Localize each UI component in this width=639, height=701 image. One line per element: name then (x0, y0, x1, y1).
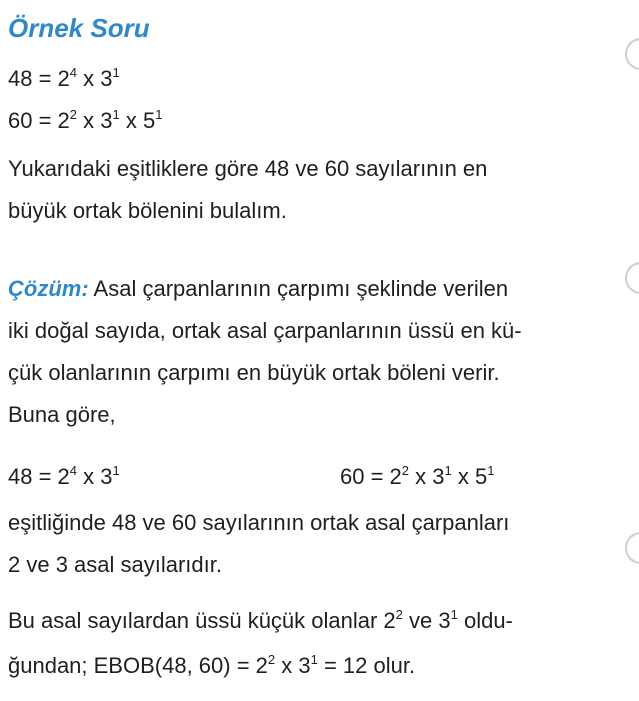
exponent: 1 (112, 65, 120, 80)
exponent: 1 (112, 107, 120, 122)
equation-text: x 5 (119, 108, 156, 133)
exponent: 2 (69, 107, 78, 122)
line-text: ğundan; EBOB(48, 60) = 2 (8, 653, 268, 678)
solution-equation-48 (8, 464, 120, 490)
solution-equation-60 (340, 464, 494, 490)
paragraph-line: eşitliğinde 48 ve 60 sayılarının ortak asal çarpanları (8, 510, 510, 535)
page-edge-circle (625, 532, 639, 564)
exponent: 2 (267, 652, 276, 667)
solution-line: çük olanlarının çarpımı en büyük ortak böleni verir. (8, 360, 500, 385)
question-text-line: Yukarıdaki eşitliklere göre 48 ve 60 sayılarının en (8, 156, 488, 181)
solution-line-text: Asal çarpanlarının çarpımı şeklinde verilen (88, 276, 509, 301)
equation-text: 60 = 2 (8, 108, 70, 133)
page-edge-circle (625, 262, 639, 294)
line-text: x 3 (275, 653, 311, 678)
equation-text: 48 = 2 (8, 66, 70, 91)
solution-line: Buna göre, (8, 402, 116, 427)
exponent: 1 (450, 607, 458, 622)
question-equation-60 (8, 108, 162, 134)
equation-text: 60 = 2 (340, 464, 402, 489)
exponent: 4 (69, 463, 78, 478)
line-text: Bu asal sayılardan üssü küçük olanlar 2 (8, 608, 396, 633)
solution-paragraph (8, 268, 522, 436)
conclusion-paragraph (8, 600, 513, 690)
common-factors-paragraph (8, 502, 509, 586)
question-text-line: büyük ortak bölenini bulalım. (8, 198, 287, 223)
line-text: oldu- (457, 608, 513, 633)
solution-label: Çözüm: (8, 276, 89, 301)
equation-text: x 3 (77, 108, 113, 133)
question-equation-48 (8, 66, 120, 92)
equation-text: x 3 (77, 66, 113, 91)
exponent: 2 (395, 607, 403, 622)
equation-text: x 5 (451, 464, 488, 489)
exponent: 1 (155, 107, 163, 122)
exponent: 1 (112, 463, 120, 478)
equation-text: 48 = 2 (8, 464, 70, 489)
solution-line: iki doğal sayıda, ortak asal çarpanlarının üssü en kü- (8, 318, 522, 343)
exponent: 2 (401, 463, 410, 478)
exponent: 1 (487, 463, 495, 478)
exponent: 1 (310, 652, 318, 667)
page-edge-circle (625, 38, 639, 70)
conclusion-line (8, 600, 513, 645)
line-text: = 12 olur. (317, 653, 416, 678)
exponent: 4 (69, 65, 78, 80)
equation-text: x 3 (409, 464, 445, 489)
conclusion-line (8, 645, 513, 690)
example-heading: Örnek Soru (8, 13, 150, 43)
exponent: 1 (444, 463, 452, 478)
line-text: ve 3 (402, 608, 451, 633)
paragraph-line: 2 ve 3 asal sayılarıdır. (8, 552, 222, 577)
question-text (8, 148, 487, 232)
solution-line (8, 268, 522, 310)
equation-text: x 3 (77, 464, 113, 489)
